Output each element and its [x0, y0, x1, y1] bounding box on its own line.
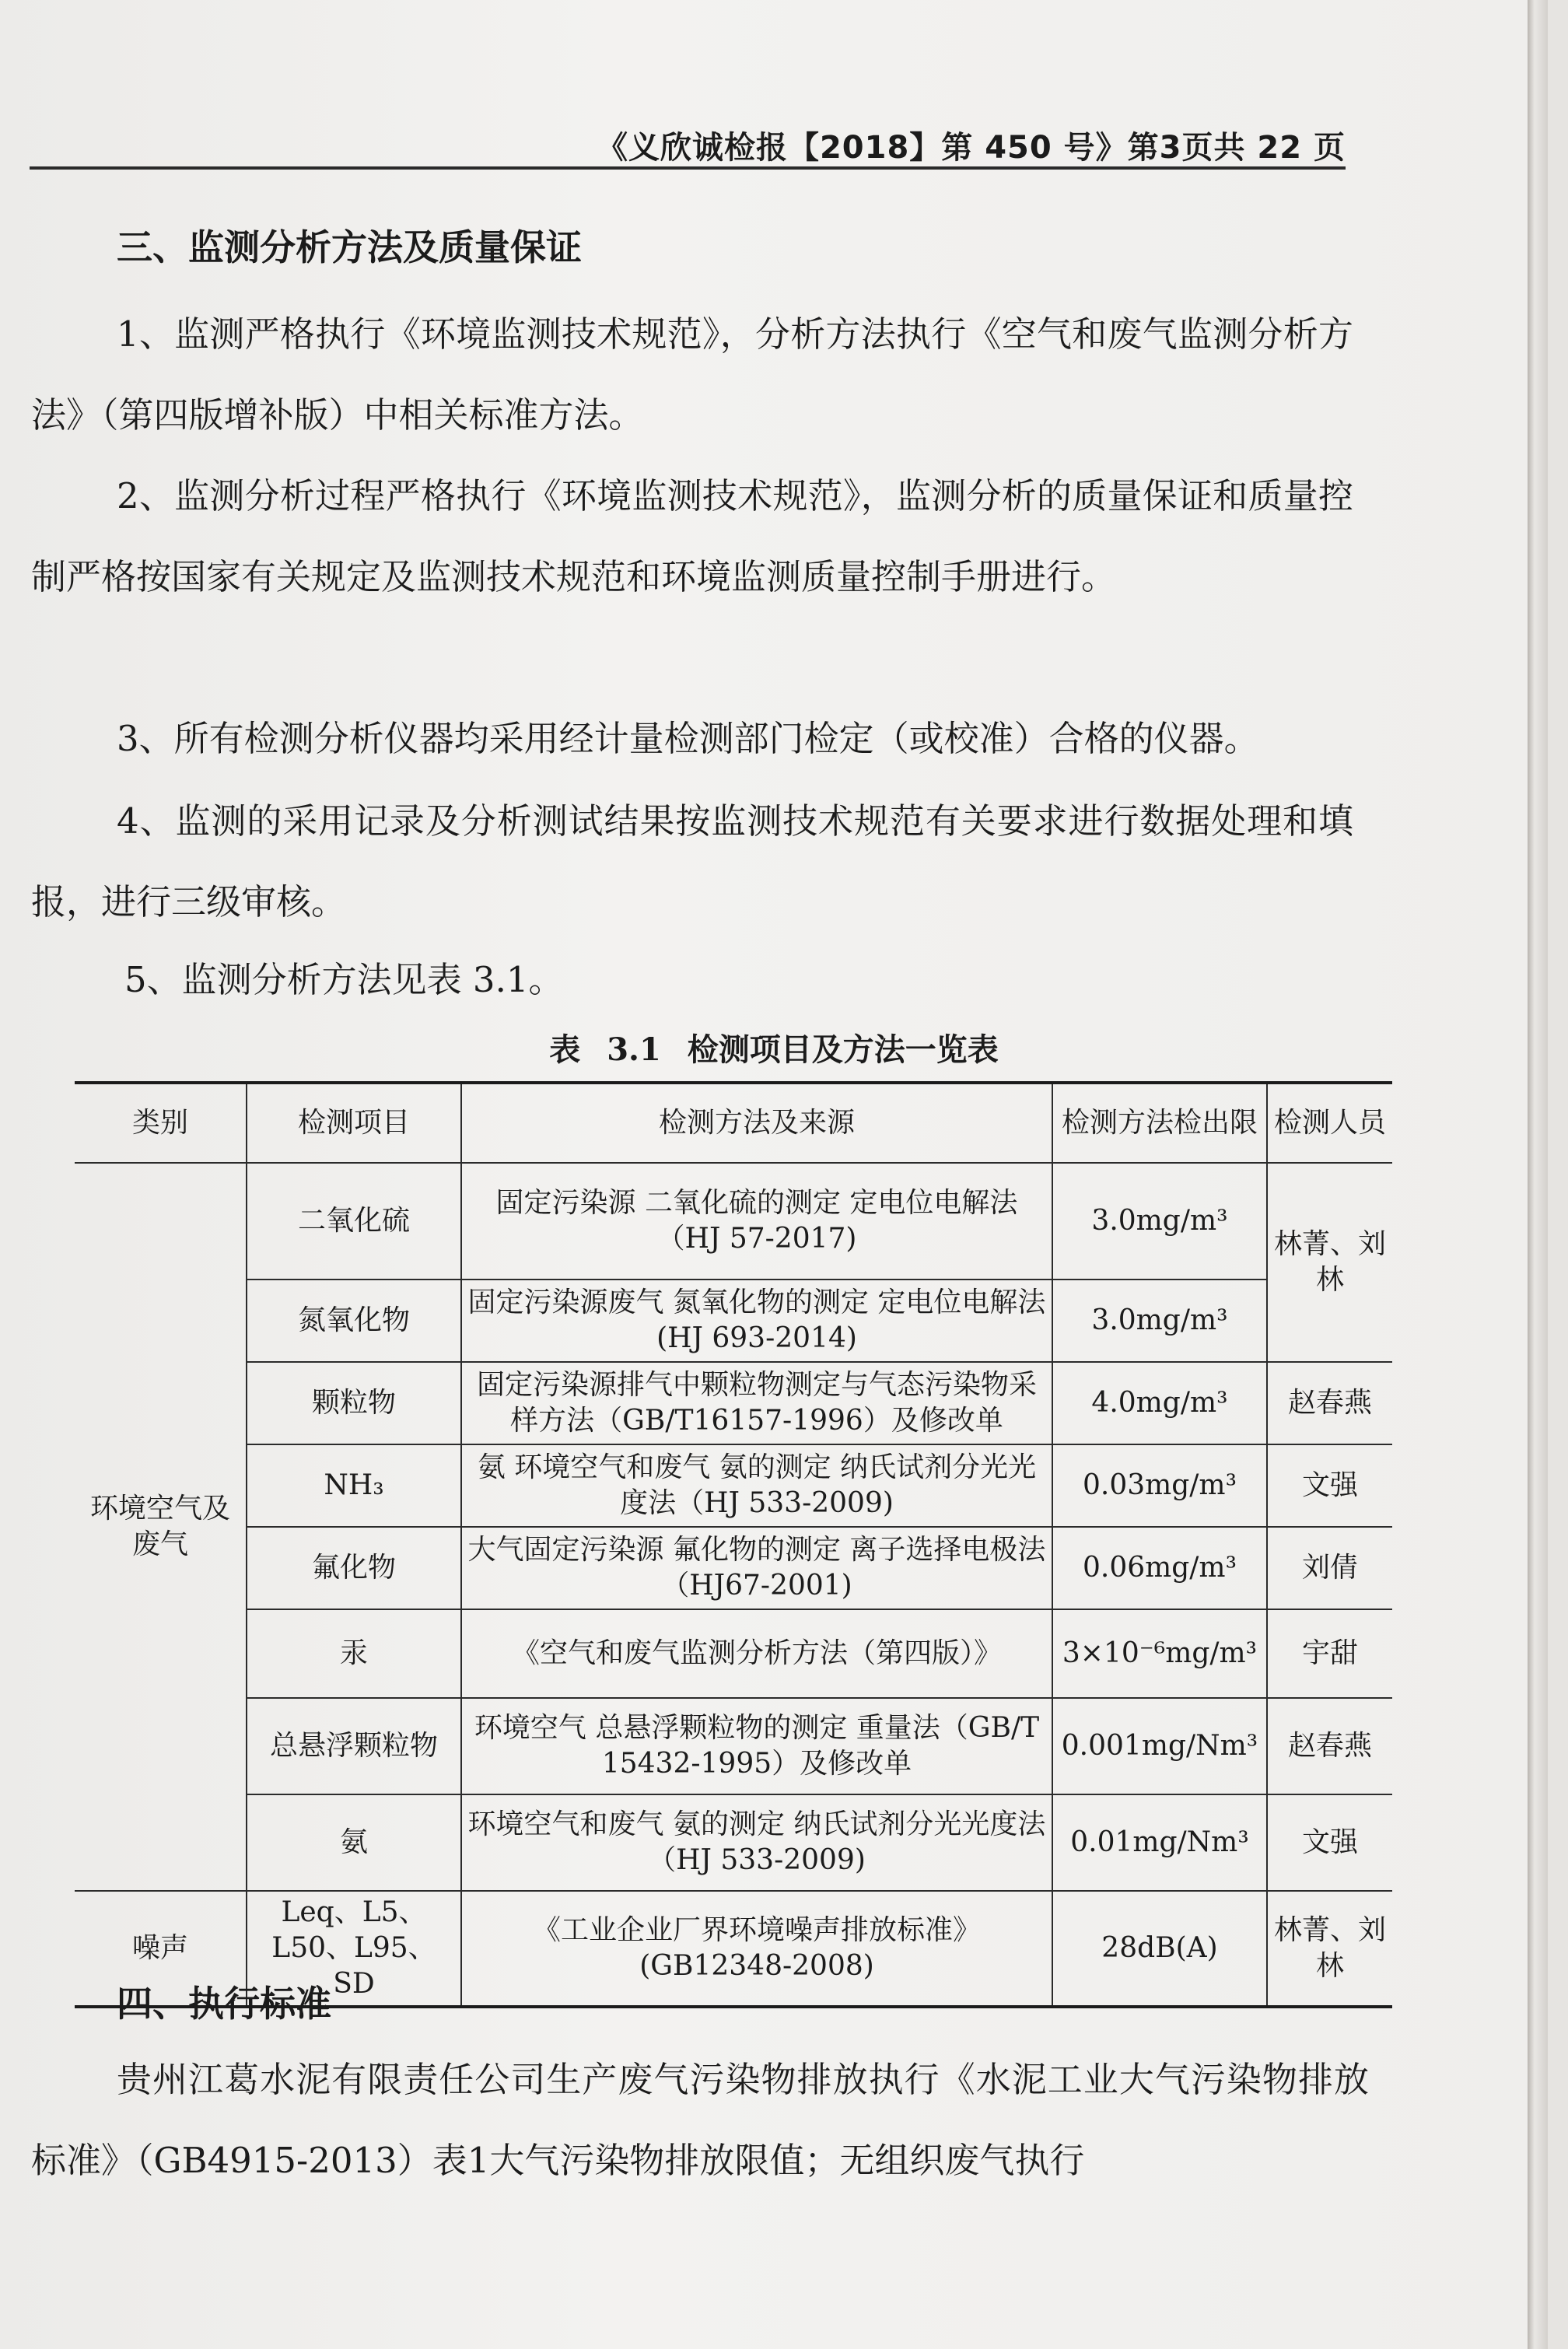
table-header-row [75, 1083, 1392, 1163]
cell-limit: 0.06mg/m³ [1052, 1527, 1267, 1609]
table-row [75, 1163, 1392, 1280]
table-row [75, 1280, 1392, 1362]
paragraph-5: 5、监测分析方法见表 3.1。 [124, 959, 564, 1000]
header-method: 检测方法及来源 [461, 1083, 1052, 1163]
cell-item: 氨 [247, 1794, 461, 1891]
table-row [75, 1444, 1392, 1527]
category-noise: 噪声 [75, 1891, 247, 2007]
cell-item: 汞 [247, 1609, 461, 1698]
paragraph-1: 1、监测严格执行《环境监测技术规范》，分析方法执行《空气和废气监测分析方法》（第四版增补版）中相关标准方法。 [31, 313, 1353, 436]
table-row [75, 1609, 1392, 1698]
cell-item: 总悬浮颗粒物 [247, 1698, 461, 1794]
cell-method: 固定污染源废气 氮氧化物的测定 定电位电解法(HJ 693-2014) [461, 1280, 1052, 1362]
header-divider [30, 166, 1346, 170]
table-caption: 表 3.1 检测项目及方法一览表 [549, 1031, 999, 1068]
category-air: 环境空气及废气 [75, 1163, 247, 1891]
page-edge [1528, 0, 1548, 2349]
cell-item: 二氧化硫 [247, 1163, 461, 1280]
cell-method: 环境空气和废气 氨的测定 纳氏试剂分光光度法 （HJ 533-2009) [461, 1794, 1052, 1891]
table-row [75, 1527, 1392, 1609]
cell-item: Leq、L5、L50、L95、SD [247, 1891, 461, 2007]
cell-limit: 0.001mg/Nm³ [1052, 1698, 1267, 1794]
section3-title: 三、监测分析方法及质量保证 [117, 226, 582, 268]
paragraph-3: 3、所有检测分析仪器均采用经计量检测部门检定（或校准）合格的仪器。 [117, 718, 1259, 759]
cell-method: 《空气和废气监测分析方法（第四版）》 [461, 1609, 1052, 1698]
header-category: 类别 [75, 1083, 247, 1163]
report-reference: 《义欣诚检报【2018】第 450 号》第3页共 22 页 [596, 130, 1346, 166]
page-header [0, 117, 1548, 171]
cell-item: 氟化物 [247, 1527, 461, 1609]
cell-item: 颗粒物 [247, 1362, 461, 1444]
table-row [75, 1362, 1392, 1444]
section4-title: 四、执行标准 [117, 1983, 331, 2025]
cell-method: 《工业企业厂界环境噪声排放标准》(GB12348-2008) [461, 1891, 1052, 2007]
cell-staff: 刘倩 [1267, 1527, 1392, 1609]
cell-method: 固定污染源排气中颗粒物测定与气态污染物采样方法（GB/T16157-1996）及修改单 [461, 1362, 1052, 1444]
cell-staff: 文强 [1267, 1794, 1392, 1891]
cell-item: NH₃ [247, 1444, 461, 1527]
paragraph-2: 2、监测分析过程严格执行《环境监测技术规范》，监测分析的质量保证和质量控制严格按国家有关规定及监测技术规范和环境监测质量控制手册进行。 [31, 475, 1353, 597]
cell-staff: 林菁、刘林 [1267, 1163, 1392, 1362]
section4-paragraph: 贵州江葛水泥有限责任公司生产废气污染物排放执行《水泥工业大气污染物排放标准》（GB4915-2013）表1大气污染物排放限值；无组织废气执行 [31, 2059, 1369, 2181]
header-limit: 检测方法检出限 [1052, 1083, 1267, 1163]
cell-limit: 3×10⁻⁶mg/m³ [1052, 1609, 1267, 1698]
cell-limit: 4.0mg/m³ [1052, 1362, 1267, 1444]
table-row [75, 1698, 1392, 1794]
table-row [75, 1794, 1392, 1891]
cell-limit: 3.0mg/m³ [1052, 1280, 1267, 1362]
cell-staff: 林菁、刘林 [1267, 1891, 1392, 2007]
cell-staff: 文强 [1267, 1444, 1392, 1527]
cell-method: 固定污染源 二氧化硫的测定 定电位电解法（HJ 57-2017) [461, 1163, 1052, 1280]
cell-limit: 0.01mg/Nm³ [1052, 1794, 1267, 1891]
cell-method: 环境空气 总悬浮颗粒物的测定 重量法（GB/T 15432-1995）及修改单 [461, 1698, 1052, 1794]
cell-limit: 0.03mg/m³ [1052, 1444, 1267, 1527]
cell-staff: 宇甜 [1267, 1609, 1392, 1698]
cell-limit: 28dB(A) [1052, 1891, 1267, 2007]
cell-method: 大气固定污染源 氟化物的测定 离子选择电极法（HJ67-2001) [461, 1527, 1052, 1609]
header-staff: 检测人员 [1267, 1083, 1392, 1163]
header-item: 检测项目 [247, 1083, 461, 1163]
cell-limit: 3.0mg/m³ [1052, 1163, 1267, 1280]
cell-staff: 赵春燕 [1267, 1698, 1392, 1794]
methods-table [75, 1081, 1392, 2008]
paragraph-4: 4、监测的采用记录及分析测试结果按监测技术规范有关要求进行数据处理和填报，进行三级审核。 [31, 800, 1353, 922]
cell-staff: 赵春燕 [1267, 1362, 1392, 1444]
cell-item: 氮氧化物 [247, 1280, 461, 1362]
cell-method: 氨 环境空气和废气 氨的测定 纳氏试剂分光光度法（HJ 533-2009) [461, 1444, 1052, 1527]
